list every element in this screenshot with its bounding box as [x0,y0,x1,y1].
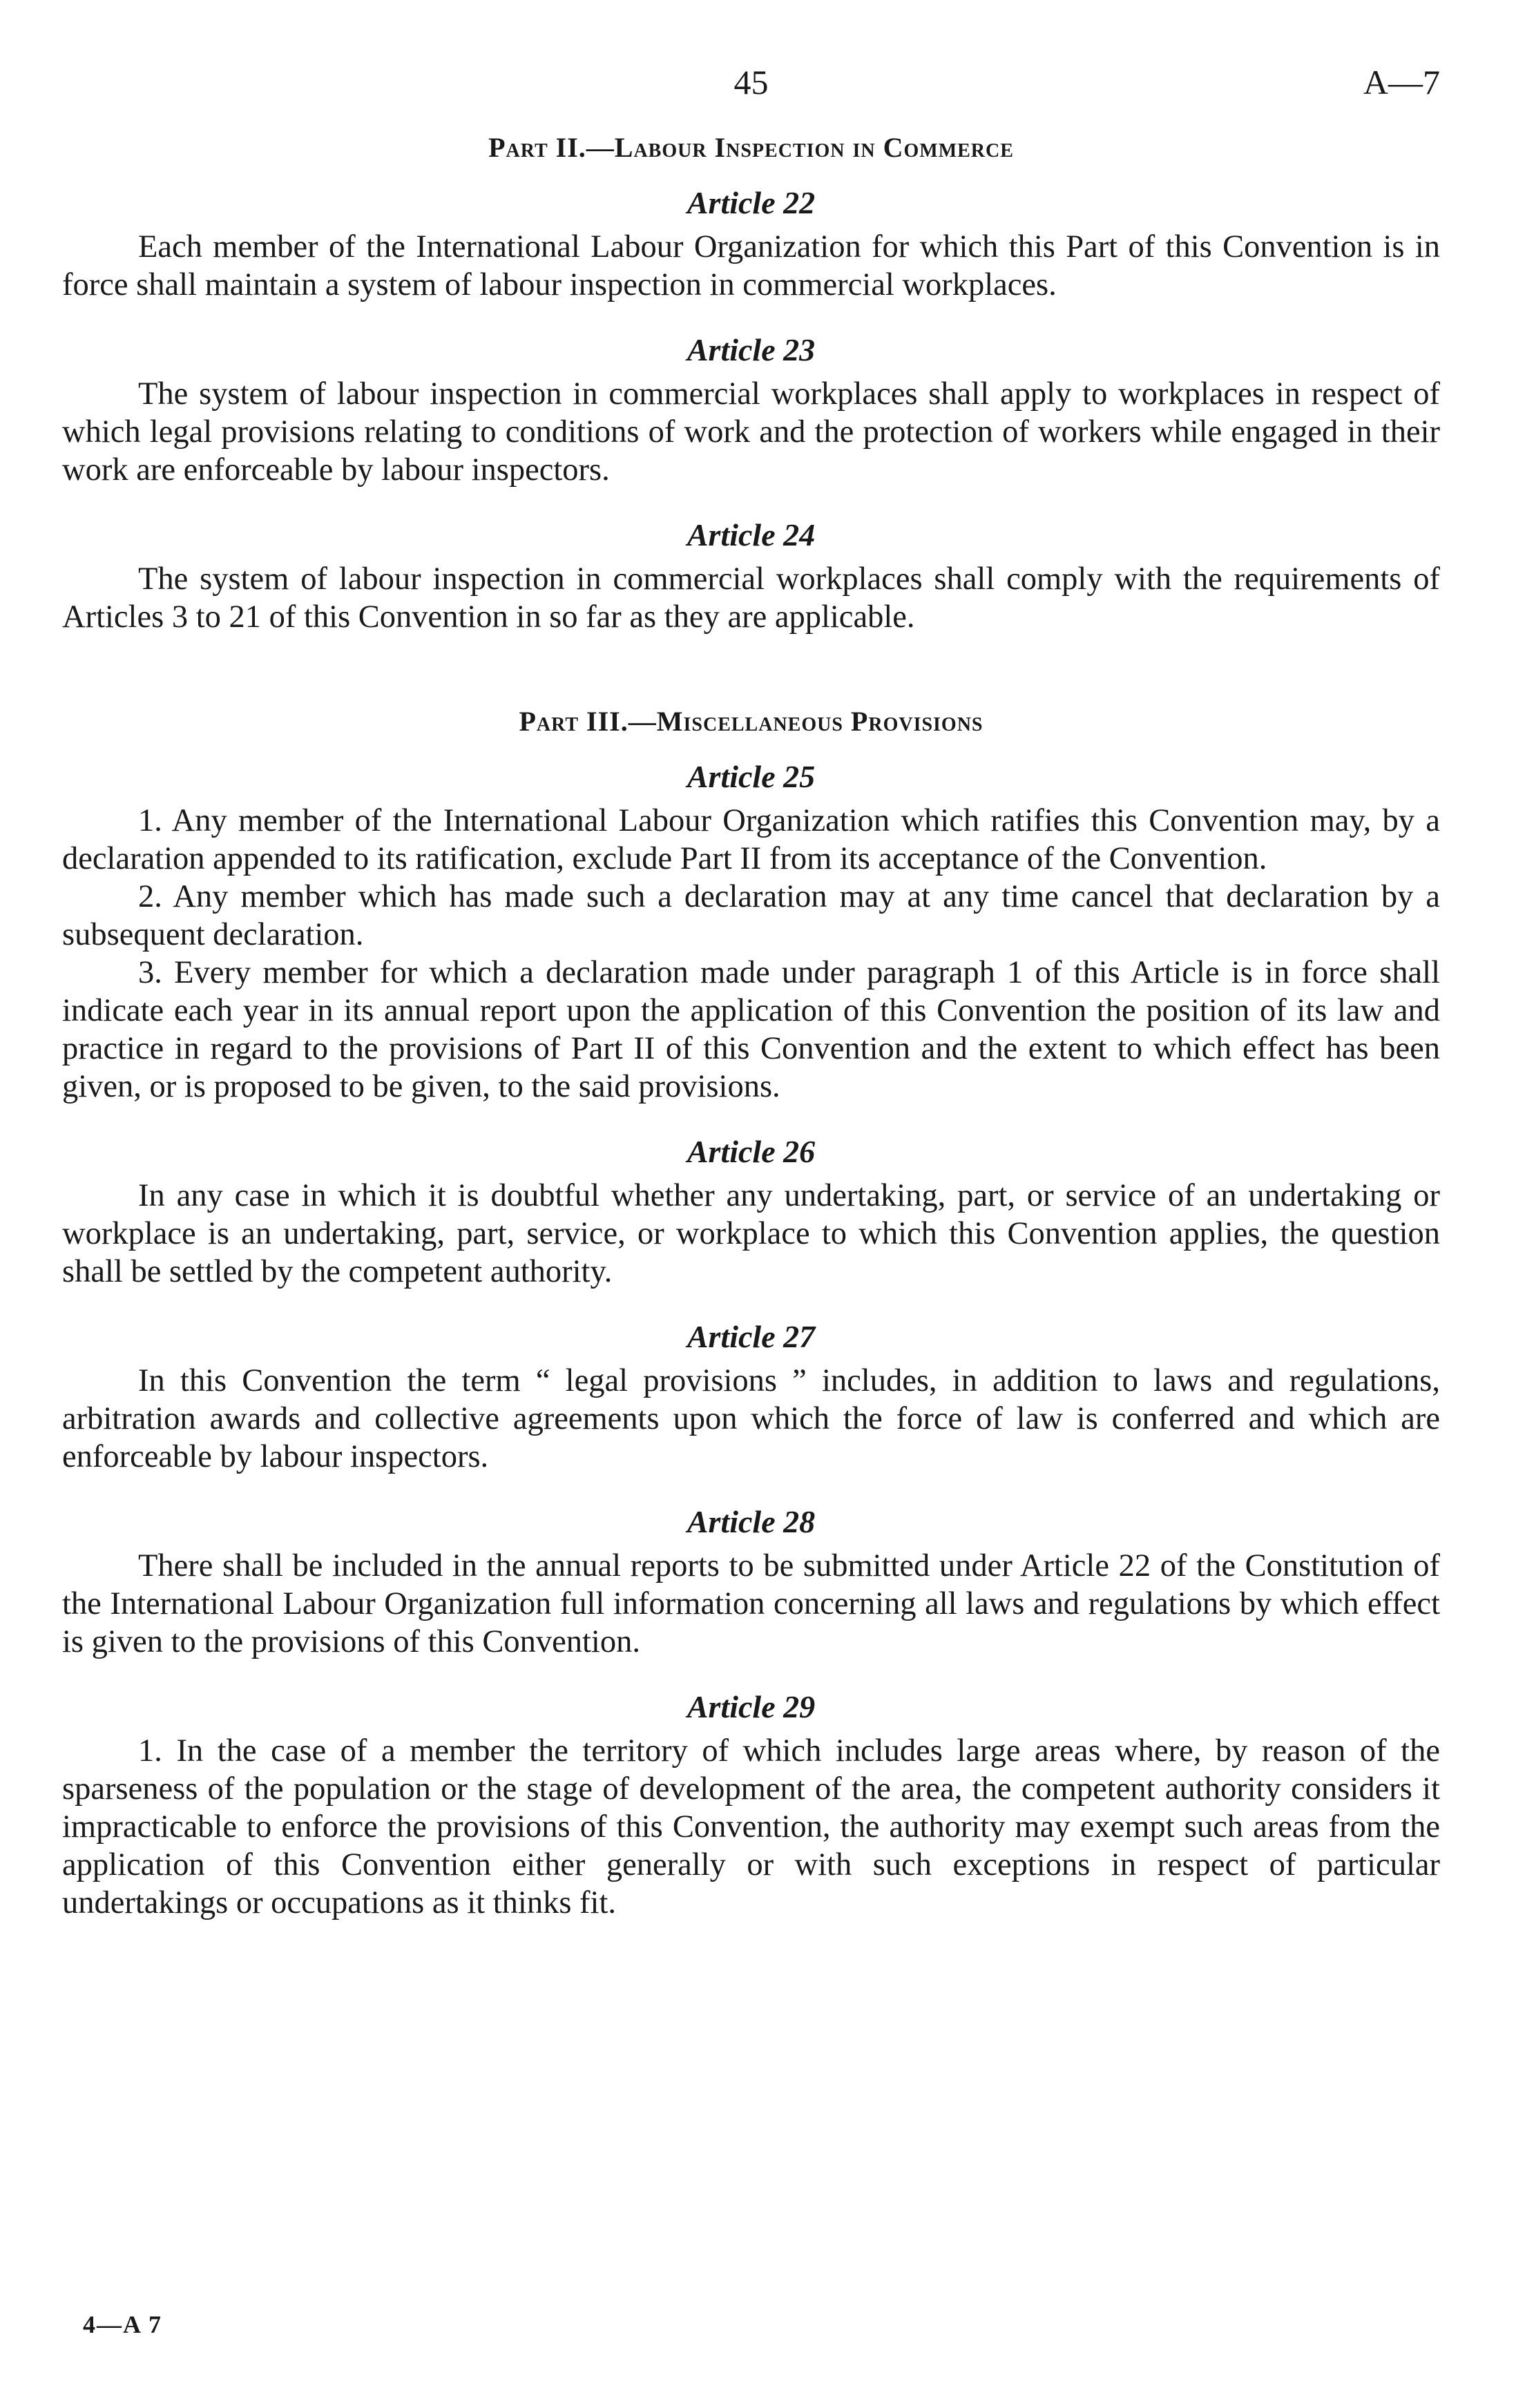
article-paragraph: In any case in which it is doubtful whether any undertaking, part, or service of an undertaking or workplace is an undertaking, part, service, or workplace to which this Convention applies, the question shall be settled by the competent authority. [62,1178,1440,1289]
article-paragraph: 1. Any member of the International Labour Organization which ratifies this Convention may, by a declaration appended to its ratification, exclude Part II from its acceptance of the Convention. [62,803,1440,876]
article-28 [62,1503,1440,1661]
article-27 [62,1318,1440,1476]
article-heading: Article 22 [687,185,816,220]
article-heading: Article 28 [687,1504,816,1539]
article-paragraph: There shall be included in the annual reports to be submitted under Article 22 of the Constitution of the International Labour Organization full information concerning all laws and regulations by which effect is given to the provisions of this Convention. [62,1548,1440,1659]
article-23 [62,331,1440,489]
article-paragraph: The system of labour inspection in commercial workplaces shall comply with the requirements of Articles 3 to 21 of this Convention in so far as they are applicable. [62,561,1440,635]
article-heading: Article 29 [687,1689,816,1724]
article-heading: Article 27 [687,1319,816,1354]
article-22 [62,184,1440,304]
article-25 [62,758,1440,1106]
article-paragraph: 1. In the case of a member the territory of which includes large areas where, by reason of the sparseness of the population or the stage of development of the area, the competent authority considers it impracticable to enforce the provisions of this Convention, the authority may exempt such areas from the application of this Convention either generally or with such exceptions in respect of particular undertakings or occupations as it thinks fit. [62,1733,1440,1920]
article-26 [62,1133,1440,1291]
article-29 [62,1688,1440,1922]
article-paragraph: The system of labour inspection in commercial workplaces shall apply to workplaces in respect of which legal provisions relating to conditions of work and the protection of workers while engaged in their work are enforceable by labour inspectors. [62,376,1440,488]
article-paragraph: In this Convention the term “ legal provisions ” includes, in addition to laws and regulations, arbitration awards and collective agreements upon which the force of law is conferred and which are enforceable by labour inspectors. [62,1363,1440,1474]
article-heading: Article 26 [687,1134,816,1169]
footer-signature: 4—A 7 [83,2311,163,2338]
article-24 [62,517,1440,636]
article-heading: Article 25 [687,759,816,794]
running-header [62,55,1440,117]
article-heading: Article 24 [687,517,816,552]
document-page [62,55,1440,1949]
part-ii-heading: Part II.—Labour Inspection in Commerce [488,132,1014,163]
article-paragraph: 2. Any member which has made such a declaration may at any time cancel that declaration by a subsequent declaration. [62,879,1440,952]
article-heading: Article 23 [687,332,816,367]
article-paragraph: 3. Every member for which a declaration made under paragraph 1 of this Article is in force shall indicate each year in its annual report upon the application of this Convention the position of its law and practice in regard to the provisions of Part II of this Convention and the extent to which effect has been given, or is proposed to be given, to the said provisions. [62,955,1440,1104]
page-number: 45 [733,63,769,102]
part-iii-heading: Part III.—Miscellaneous Provisions [519,706,984,737]
document-signature: A—7 [1363,63,1440,102]
article-paragraph: Each member of the International Labour Organization for which this Part of this Convention is in force shall maintain a system of labour inspection in commercial workplaces. [62,229,1440,302]
